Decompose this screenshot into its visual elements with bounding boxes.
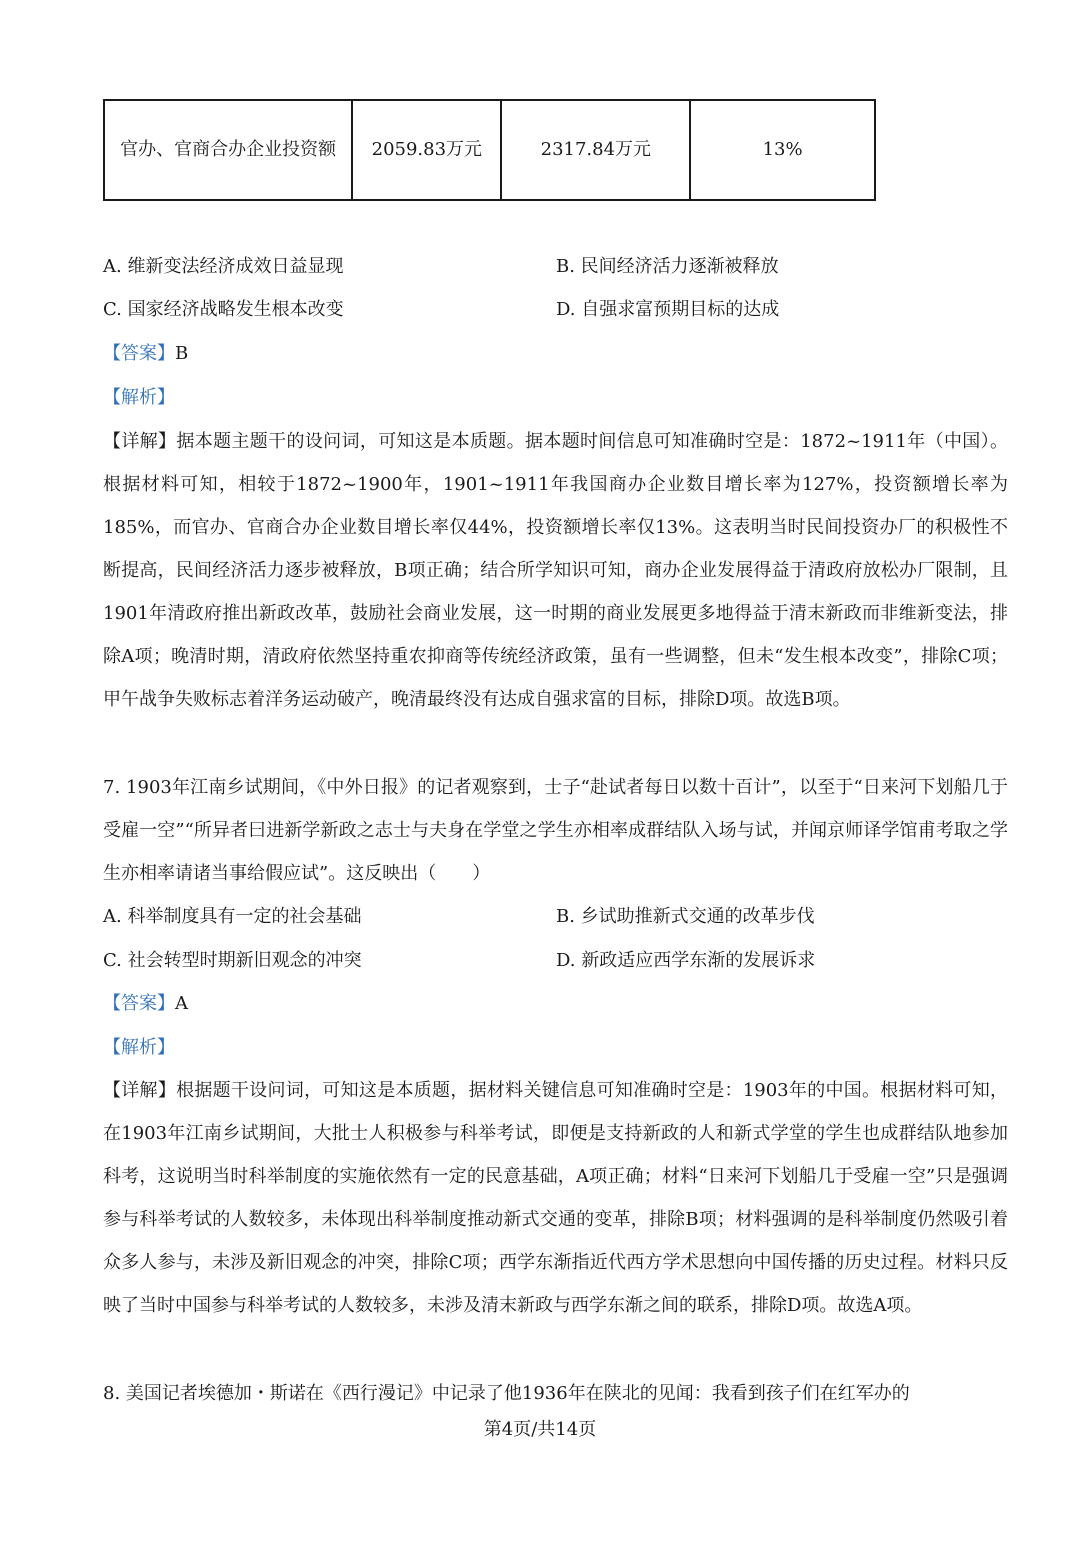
table-cell-category: 官办、官商合办企业投资额 xyxy=(104,100,352,200)
q7-stem: 7. 1903年江南乡试期间，《中外日报》的记者观察到，士子“赴试者每日以数十百计”，以至于“日来河下划船几于受雇一空”“所异者曰进新学新政之志士与夫身在学堂之学生亦相率成群结队入场与试，并闻京师译学馆甫考取之学生亦相率请诸当事给假应试”。这反映出（ ） xyxy=(103,777,1008,884)
table-cell-value-2: 2317.84万元 xyxy=(501,100,690,200)
table-cell-value-1: 2059.83万元 xyxy=(352,100,501,200)
q7-analysis-label: 【解析】 xyxy=(103,1037,175,1058)
q7-answer xyxy=(103,992,188,1016)
q6-option-c: C. 国家经济战略发生根本改变 xyxy=(103,299,344,320)
q6-detail xyxy=(103,420,1008,721)
q7-option-b: B. 乡试助推新式交通的改革步伐 xyxy=(556,906,815,927)
detail-label: 【详解】 xyxy=(103,431,177,452)
answer-value: A xyxy=(175,993,188,1014)
detail-text: 根据题干设问词，可知这是本质题，据材料关键信息可知准确时空是：1903年的中国。根据材料可知，在1903年江南乡试期间，大批士人积极参与科举考试，即便是支持新政的人和新式学堂的学生也成群结队地参加科考，这说明当时科举制度的实施依然有一定的民意基础，A项正确；材料“日来河下划船几于受雇一空”只是强调参与科举考试的人数较多，未体现出科举制度推动新式交通的变革，排除B项；材料强调的是科举制度仍然吸引着众多人参与，未涉及新旧观念的冲突，排除C项；西学东渐指近代西方学术思想向中国传播的历史过程。材料只反映了当时中国参与科举考试的人数较多，未涉及清末新政与西学东渐之间的联系，排除D项。故选A项。 xyxy=(103,1080,1008,1316)
q6-option-b: B. 民间经济活力逐渐被释放 xyxy=(556,256,779,277)
detail-text: 据本题主题干的设问词，可知这是本质题。据本题时间信息可知准确时空是：1872~1911年（中国）。根据材料可知，相较于1872~1900年，1901~1911年我国商办企业数目增长率为127%，投资额增长率为185%，而官办、官商合办企业数目增长率仅44%，投资额增长率仅13%。这表明当时民间投资办厂的积极性不断提高，民间经济活力逐步被释放，B项正确；结合所学知识可知，商办企业发展得益于清政府放松办厂限制，且1901年清政府推出新政改革，鼓励社会商业发展，这一时期的商业发展更多地得益于清末新政而非维新变法，排除A项；晚清时期，清政府依然坚持重农抑商等传统经济政策，虽有一些调整，但未“发生根本改变”，排除C项；甲午战争失败标志着洋务运动破产，晚清最终没有达成自强求富的目标，排除D项。故选B项。 xyxy=(103,431,1008,710)
q6-option-a: A. 维新变法经济成效日益显现 xyxy=(103,256,344,277)
q6-analysis-label: 【解析】 xyxy=(103,387,175,408)
table-cell-growth: 13% xyxy=(690,100,875,200)
q6-answer xyxy=(103,342,188,366)
answer-label: 【答案】 xyxy=(103,343,175,364)
q7-option-c: C. 社会转型时期新旧观念的冲突 xyxy=(103,950,362,971)
q8-stem: 8. 美国记者埃德加・斯诺在《西行漫记》中记录了他1936年在陕北的见闻：我看到孩子们在红军办的 xyxy=(103,1383,910,1404)
q7-option-d: D. 新政适应西学东渐的发展诉求 xyxy=(556,950,816,971)
detail-label: 【详解】 xyxy=(103,1080,177,1101)
answer-value: B xyxy=(175,343,189,364)
table-row xyxy=(104,100,875,200)
q7-detail xyxy=(103,1069,1008,1327)
answer-label: 【答案】 xyxy=(103,993,175,1014)
investment-table xyxy=(103,99,876,201)
q7-option-a: A. 科举制度具有一定的社会基础 xyxy=(103,906,362,927)
q6-option-d: D. 自强求富预期目标的达成 xyxy=(556,299,780,320)
page-number: 第4页/共14页 xyxy=(483,1419,597,1440)
